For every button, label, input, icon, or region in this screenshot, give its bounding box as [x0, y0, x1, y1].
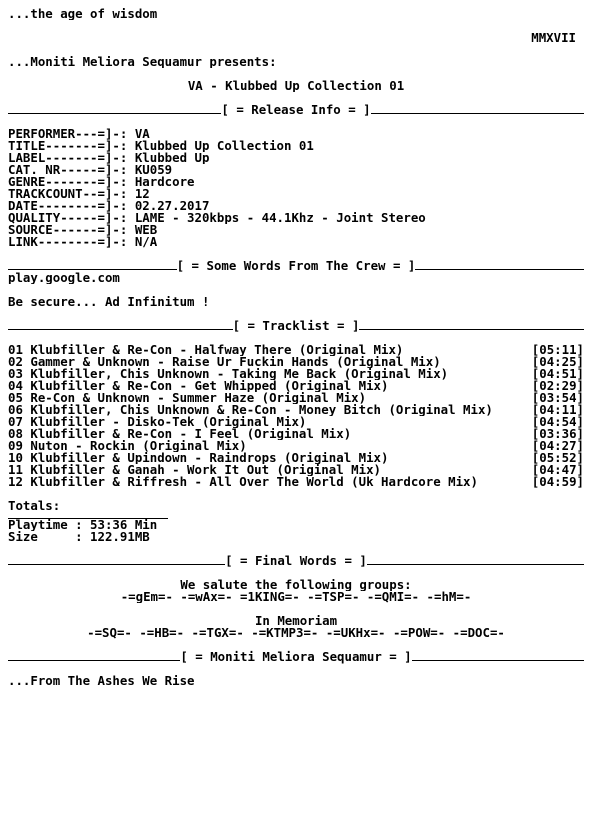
- track-row: [8, 464, 584, 476]
- track-duration: [05:52]: [531, 452, 584, 464]
- ascii-logo: [8, 20, 592, 32]
- track-title: 05 Re-Con & Unknown - Summer Haze (Original Mix): [8, 392, 367, 404]
- track-duration: [04:54]: [531, 416, 584, 428]
- track-title: 10 Klubfiller & Upindown - Raindrops (Original Mix): [8, 452, 389, 464]
- track-title: 07 Klubfiller - Disko-Tek (Original Mix): [8, 416, 307, 428]
- track-row: [8, 380, 584, 392]
- info-line: TRACKCOUNT--=]-: 12: [8, 188, 150, 200]
- section-group: [8, 651, 584, 663]
- info-line: PERFORMER---=]-: VA: [8, 128, 150, 140]
- year-label: MMXVII: [531, 32, 576, 44]
- info-line: CAT. NR-----=]-: KU059: [8, 164, 173, 176]
- totals-rule: [8, 512, 168, 519]
- info-line: LINK--------=]-: N/A: [8, 236, 158, 248]
- crew-message: Be secure... Ad Infinitum !: [8, 296, 210, 308]
- info-line: LABEL-------=]-: Klubbed Up: [8, 152, 210, 164]
- track-title: 11 Klubfiller & Ganah - Work It Out (Original Mix): [8, 464, 381, 476]
- info-line: GENRE-------=]-: Hardcore: [8, 176, 195, 188]
- track-row: [8, 416, 584, 428]
- info-line: SOURCE------=]-: WEB: [8, 224, 158, 236]
- track-title: 04 Klubfiller & Re-Con - Get Whipped (Original Mix): [8, 380, 389, 392]
- memoriam-title: In Memoriam: [254, 615, 338, 627]
- size-line: Size : 122.91MB: [8, 531, 150, 543]
- section-release-info: [8, 104, 584, 116]
- memoriam-groups: -=SQ=- -=HB=- -=TGX=- -=KTMP3=- -=UKHx=- -=POW=- -=DOC=-: [87, 627, 505, 639]
- track-title: 02 Gammer & Unknown - Raise Ur Fuckin Hands (Original Mix): [8, 356, 441, 368]
- track-duration: [03:36]: [531, 428, 584, 440]
- track-duration: [02:29]: [531, 380, 584, 392]
- section-label: [ = Some Words From The Crew = ]: [176, 258, 416, 273]
- outro-line: ...From The Ashes We Rise: [8, 675, 195, 687]
- track-row: [8, 428, 584, 440]
- track-duration: [04:25]: [531, 356, 584, 368]
- track-title: 08 Klubfiller & Re-Con - I Feel (Original Mix): [8, 428, 352, 440]
- track-row: [8, 404, 584, 416]
- track-duration: [04:11]: [531, 404, 584, 416]
- track-row: [8, 452, 584, 464]
- section-label: [ = Tracklist = ]: [232, 318, 360, 333]
- track-row: [8, 344, 584, 356]
- salute-line: We salute the following groups:: [180, 579, 412, 591]
- crew-link: play.google.com: [8, 272, 120, 284]
- track-title: 01 Klubfiller & Re-Con - Halfway There (Original Mix): [8, 344, 404, 356]
- section-crew-words: [8, 260, 584, 272]
- track-row: [8, 476, 584, 488]
- track-title: 12 Klubfiller & Riffresh - All Over The World (Uk Hardcore Mix): [8, 476, 478, 488]
- track-title: 09 Nuton - Rockin (Original Mix): [8, 440, 247, 452]
- info-line: QUALITY-----=]-: LAME - 320kbps - 44.1Khz - Joint Stereo: [8, 212, 426, 224]
- track-duration: [04:27]: [531, 440, 584, 452]
- intro-line: ...the age of wisdom: [8, 8, 158, 20]
- nfo-document: [8, 8, 592, 687]
- track-row: [8, 440, 584, 452]
- section-label: [ = Final Words = ]: [225, 553, 367, 568]
- track-row: [8, 356, 584, 368]
- release-title: VA - Klubbed Up Collection 01: [187, 80, 405, 92]
- totals-label: Totals:: [8, 500, 61, 512]
- groups-line: -=gEm=- -=wAx=- =1KING=- -=TSP=- -=QMI=- -=hM=-: [120, 591, 472, 603]
- release-info-block: [8, 128, 592, 248]
- section-label: [ = Moniti Meliora Sequamur = ]: [180, 649, 412, 664]
- info-line: DATE--------=]-: 02.27.2017: [8, 200, 210, 212]
- track-title: 03 Klubfiller, Chis Unknown - Taking Me Back (Original Mix): [8, 368, 449, 380]
- track-row: [8, 368, 584, 380]
- track-duration: [04:59]: [531, 476, 584, 488]
- tracklist: [8, 344, 592, 488]
- section-final-words: [8, 555, 584, 567]
- track-title: 06 Klubfiller, Chis Unknown & Re-Con - Money Bitch (Original Mix): [8, 404, 493, 416]
- presents-line: ...Moniti Meliora Sequamur presents:: [8, 56, 277, 68]
- track-row: [8, 392, 584, 404]
- track-duration: [05:11]: [531, 344, 584, 356]
- track-duration: [04:51]: [531, 368, 584, 380]
- section-tracklist: [8, 320, 584, 332]
- track-duration: [03:54]: [531, 392, 584, 404]
- section-label: [ = Release Info = ]: [221, 102, 371, 117]
- playtime-line: Playtime : 53:36 Min: [8, 519, 158, 531]
- track-duration: [04:47]: [531, 464, 584, 476]
- info-line: TITLE-------=]-: Klubbed Up Collection 01: [8, 140, 314, 152]
